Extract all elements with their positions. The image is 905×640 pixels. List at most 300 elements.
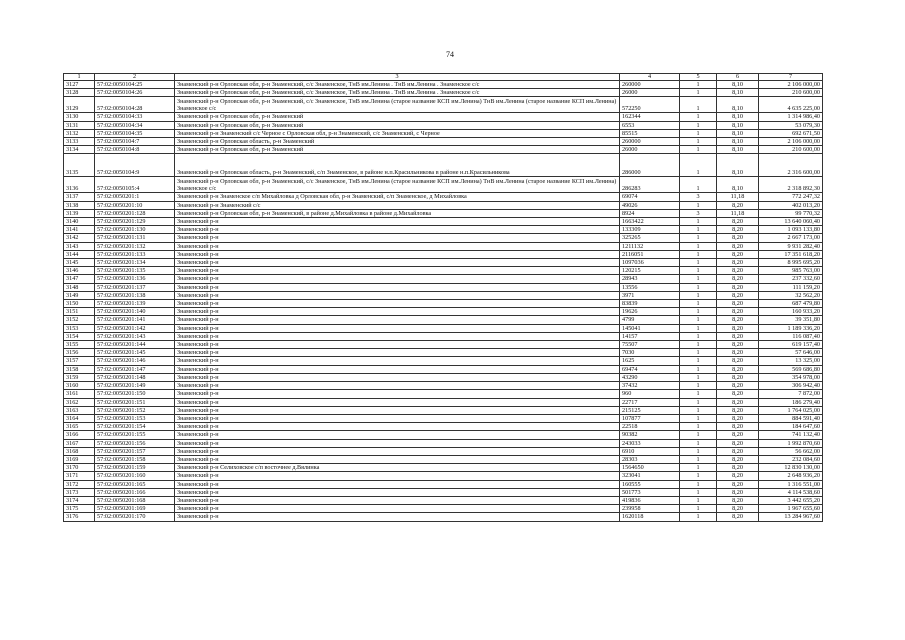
header-cell-2: 2 bbox=[95, 74, 175, 81]
table-row bbox=[64, 234, 823, 242]
area-cell: 22717 bbox=[620, 398, 680, 406]
rate-cell: 8,20 bbox=[717, 455, 759, 463]
cadastral-value-cell: 884 591,40 bbox=[759, 414, 823, 422]
row-number-cell: 3148 bbox=[64, 283, 95, 291]
location-cell: Знаменский р-н bbox=[175, 234, 620, 242]
area-cell: 43290 bbox=[620, 373, 680, 381]
area-cell: 6910 bbox=[620, 447, 680, 455]
area-cell: 120215 bbox=[620, 267, 680, 275]
row-number-cell: 3166 bbox=[64, 431, 95, 439]
group-cell: 1 bbox=[680, 513, 717, 521]
area-cell: 215125 bbox=[620, 406, 680, 414]
row-number-cell: 3144 bbox=[64, 250, 95, 258]
cadastral-number-cell: 57:02:0050201:154 bbox=[95, 423, 175, 431]
table-row bbox=[64, 218, 823, 226]
location-cell: Знаменский р-н Орловская обл, р-н Знаменский, в районе д.Михайловка в районе д.Михайловка bbox=[175, 209, 620, 217]
row-number-cell: 3158 bbox=[64, 365, 95, 373]
table-row bbox=[64, 439, 823, 447]
cadastral-value-cell: 1 992 870,60 bbox=[759, 439, 823, 447]
cadastral-value-cell: 111 159,20 bbox=[759, 283, 823, 291]
cadastral-number-cell: 57:02:0050201:148 bbox=[95, 373, 175, 381]
group-cell: 1 bbox=[680, 505, 717, 513]
location-cell: Знаменский р-н bbox=[175, 431, 620, 439]
location-cell: Знаменский р-н bbox=[175, 291, 620, 299]
location-cell: Знаменский р-н bbox=[175, 324, 620, 332]
location-cell: Знаменский р-н bbox=[175, 275, 620, 283]
cadastral-number-cell: 57:02:0050201:137 bbox=[95, 283, 175, 291]
area-cell: 69074 bbox=[620, 193, 680, 201]
rate-cell: 8,20 bbox=[717, 365, 759, 373]
cadastral-number-cell: 57:02:0050201:142 bbox=[95, 324, 175, 332]
area-cell: 28943 bbox=[620, 275, 680, 283]
cadastral-value-cell: 116 087,40 bbox=[759, 332, 823, 340]
group-cell: 1 bbox=[680, 324, 717, 332]
row-number-cell: 3138 bbox=[64, 201, 95, 209]
cadastral-value-cell: 160 933,20 bbox=[759, 308, 823, 316]
cadastral-value-cell: 13 325,00 bbox=[759, 357, 823, 365]
cadastral-value-cell: 2 106 000,00 bbox=[759, 81, 823, 89]
table-row bbox=[64, 113, 823, 121]
rate-cell: 8,10 bbox=[717, 129, 759, 137]
group-cell: 1 bbox=[680, 341, 717, 349]
table-row bbox=[64, 259, 823, 267]
cadastral-number-cell: 57:02:0050201:131 bbox=[95, 234, 175, 242]
group-cell: 1 bbox=[680, 121, 717, 129]
location-cell: Знаменский р-н Орловская обл, р-н Знаменский bbox=[175, 113, 620, 121]
area-cell: 13556 bbox=[620, 283, 680, 291]
rate-cell: 8,10 bbox=[717, 177, 759, 193]
row-number-cell: 3141 bbox=[64, 226, 95, 234]
location-cell: Знаменский р-н bbox=[175, 373, 620, 381]
cadastral-number-cell: 57:02:0050201:130 bbox=[95, 226, 175, 234]
cadastral-value-cell: 2 667 173,00 bbox=[759, 234, 823, 242]
rate-cell: 8,20 bbox=[717, 505, 759, 513]
table-row bbox=[64, 154, 823, 177]
cadastral-number-cell: 57:02:0050104:8 bbox=[95, 146, 175, 154]
table-row bbox=[64, 324, 823, 332]
area-cell: 26000 bbox=[620, 89, 680, 97]
area-cell: 1097036 bbox=[620, 259, 680, 267]
location-cell: Знаменский р-н bbox=[175, 226, 620, 234]
rate-cell: 8,20 bbox=[717, 488, 759, 496]
cadastral-value-cell: 13 284 967,60 bbox=[759, 513, 823, 521]
location-cell: Знаменский р-н bbox=[175, 300, 620, 308]
table-row bbox=[64, 357, 823, 365]
group-cell: 1 bbox=[680, 177, 717, 193]
group-cell: 1 bbox=[680, 480, 717, 488]
table-row bbox=[64, 209, 823, 217]
area-cell: 133309 bbox=[620, 226, 680, 234]
cadastral-number-cell: 57:02:0050201:160 bbox=[95, 472, 175, 480]
group-cell: 1 bbox=[680, 97, 717, 113]
row-number-cell: 3151 bbox=[64, 308, 95, 316]
rate-cell: 8,20 bbox=[717, 308, 759, 316]
table-row bbox=[64, 267, 823, 275]
table-row bbox=[64, 365, 823, 373]
cadastral-value-cell: 2 318 892,30 bbox=[759, 177, 823, 193]
rate-cell: 8,20 bbox=[717, 472, 759, 480]
group-cell: 1 bbox=[680, 414, 717, 422]
rate-cell: 8,20 bbox=[717, 431, 759, 439]
area-cell: 572250 bbox=[620, 97, 680, 113]
location-cell: Знаменский р-н Знаменское с/п Михайловка д Орловская обл, р-н Знаменский, с/п Знаменское, д Михайловка bbox=[175, 193, 620, 201]
row-number-cell: 3128 bbox=[64, 89, 95, 97]
cadastral-value-cell: 184 647,60 bbox=[759, 423, 823, 431]
area-cell: 260000 bbox=[620, 81, 680, 89]
group-cell: 3 bbox=[680, 209, 717, 217]
location-cell: Знаменский р-н Селиховское с/п восточнее д.Вялинка bbox=[175, 464, 620, 472]
location-cell: Знаменский р-н Знаменский с/с Черное с Орловская обл, р-н Знаменский, с/с Знаменский, с Черное bbox=[175, 129, 620, 137]
rate-cell: 8,20 bbox=[717, 242, 759, 250]
area-cell: 75507 bbox=[620, 341, 680, 349]
rate-cell: 8,10 bbox=[717, 97, 759, 113]
table-row bbox=[64, 447, 823, 455]
cadastral-number-cell: 57:02:0050201:166 bbox=[95, 488, 175, 496]
row-number-cell: 3160 bbox=[64, 382, 95, 390]
location-cell: Знаменский р-н bbox=[175, 218, 620, 226]
table-row bbox=[64, 373, 823, 381]
group-cell: 1 bbox=[680, 332, 717, 340]
table-row bbox=[64, 390, 823, 398]
cadastral-number-cell: 57:02:0050201:170 bbox=[95, 513, 175, 521]
cadastral-value-cell: 306 942,40 bbox=[759, 382, 823, 390]
cadastral-number-cell: 57:02:0050201:159 bbox=[95, 464, 175, 472]
rate-cell: 8,20 bbox=[717, 259, 759, 267]
group-cell: 1 bbox=[680, 113, 717, 121]
cadastral-value-cell: 53 079,30 bbox=[759, 121, 823, 129]
group-cell: 1 bbox=[680, 154, 717, 177]
location-cell: Знаменский р-н Орловская обл, р-н Знаменский bbox=[175, 146, 620, 154]
table-row bbox=[64, 505, 823, 513]
area-cell: 22518 bbox=[620, 423, 680, 431]
row-number-cell: 3169 bbox=[64, 455, 95, 463]
group-cell: 1 bbox=[680, 250, 717, 258]
location-cell: Знаменский р-н Орловская обл, р-н Знаменский bbox=[175, 121, 620, 129]
cadastral-number-cell: 57:02:0050201:153 bbox=[95, 414, 175, 422]
header-cell-4: 4 bbox=[620, 74, 680, 81]
cadastral-number-cell: 57:02:0050104:25 bbox=[95, 81, 175, 89]
row-number-cell: 3140 bbox=[64, 218, 95, 226]
cadastral-number-cell: 57:02:0050104:33 bbox=[95, 113, 175, 121]
rate-cell: 8,20 bbox=[717, 218, 759, 226]
rate-cell: 8,20 bbox=[717, 291, 759, 299]
location-cell: Знаменский р-н bbox=[175, 365, 620, 373]
location-cell: Знаменский р-н Орловская область, р-н Знаменский, с/п Знаменское, в районе н.п.Красильникова в районе н.п.Красильникова bbox=[175, 154, 620, 177]
cadastral-value-cell: 2 106 000,00 bbox=[759, 138, 823, 146]
row-number-cell: 3133 bbox=[64, 138, 95, 146]
row-number-cell: 3152 bbox=[64, 316, 95, 324]
cadastral-number-cell: 57:02:0050201:150 bbox=[95, 390, 175, 398]
location-cell: Знаменский р-н bbox=[175, 341, 620, 349]
cadastral-value-cell: 1 314 986,40 bbox=[759, 113, 823, 121]
group-cell: 1 bbox=[680, 218, 717, 226]
cadastral-value-cell: 210 600,00 bbox=[759, 89, 823, 97]
rate-cell: 8,10 bbox=[717, 146, 759, 154]
registry-table bbox=[63, 73, 823, 522]
row-number-cell: 3134 bbox=[64, 146, 95, 154]
cadastral-value-cell: 2 316 600,00 bbox=[759, 154, 823, 177]
location-cell: Знаменский р-н bbox=[175, 332, 620, 340]
table-row bbox=[64, 138, 823, 146]
group-cell: 1 bbox=[680, 373, 717, 381]
row-number-cell: 3170 bbox=[64, 464, 95, 472]
row-number-cell: 3156 bbox=[64, 349, 95, 357]
location-cell: Знаменский р-н bbox=[175, 496, 620, 504]
rate-cell: 8,20 bbox=[717, 496, 759, 504]
table-row bbox=[64, 414, 823, 422]
cadastral-value-cell: 39 351,80 bbox=[759, 316, 823, 324]
cadastral-value-cell: 354 978,00 bbox=[759, 373, 823, 381]
cadastral-number-cell: 57:02:0050104:26 bbox=[95, 89, 175, 97]
location-cell: Знаменский р-н Орловская обл, р-н Знаменский, с/с Знаменское, ТнВ им.Ленина (старое название КСП им.Ленина) ТнВ им.Ленина (старое название КСП им.Ленина) Знаменское с/с bbox=[175, 97, 620, 113]
area-cell: 8924 bbox=[620, 209, 680, 217]
location-cell: Знаменский р-н Орловская область, р-н Знаменский bbox=[175, 138, 620, 146]
location-cell: Знаменский р-н bbox=[175, 480, 620, 488]
rate-cell: 8,20 bbox=[717, 357, 759, 365]
cadastral-number-cell: 57:02:0050201:152 bbox=[95, 406, 175, 414]
cadastral-number-cell: 57:02:0050104:35 bbox=[95, 129, 175, 137]
group-cell: 1 bbox=[680, 349, 717, 357]
cadastral-value-cell: 4 635 225,00 bbox=[759, 97, 823, 113]
cadastral-number-cell: 57:02:0050201:165 bbox=[95, 480, 175, 488]
location-cell: Знаменский р-н bbox=[175, 357, 620, 365]
group-cell: 1 bbox=[680, 201, 717, 209]
cadastral-value-cell: 186 279,40 bbox=[759, 398, 823, 406]
rate-cell: 8,20 bbox=[717, 398, 759, 406]
table-row bbox=[64, 308, 823, 316]
location-cell: Знаменский р-н bbox=[175, 505, 620, 513]
cadastral-value-cell: 7 872,00 bbox=[759, 390, 823, 398]
cadastral-value-cell: 692 671,50 bbox=[759, 129, 823, 137]
header-cell-6: 6 bbox=[717, 74, 759, 81]
row-number-cell: 3149 bbox=[64, 291, 95, 299]
area-cell: 7030 bbox=[620, 349, 680, 357]
location-cell: Знаменский р-н bbox=[175, 488, 620, 496]
row-number-cell: 3130 bbox=[64, 113, 95, 121]
group-cell: 1 bbox=[680, 234, 717, 242]
rate-cell: 11,18 bbox=[717, 209, 759, 217]
area-cell: 19626 bbox=[620, 308, 680, 316]
cadastral-value-cell: 9 931 282,40 bbox=[759, 242, 823, 250]
area-cell: 1211132 bbox=[620, 242, 680, 250]
group-cell: 1 bbox=[680, 129, 717, 137]
group-cell: 1 bbox=[680, 382, 717, 390]
group-cell: 1 bbox=[680, 291, 717, 299]
area-cell: 960 bbox=[620, 390, 680, 398]
table-row bbox=[64, 316, 823, 324]
rate-cell: 8,10 bbox=[717, 138, 759, 146]
row-number-cell: 3129 bbox=[64, 97, 95, 113]
cadastral-number-cell: 57:02:0050201:158 bbox=[95, 455, 175, 463]
cadastral-number-cell: 57:02:0050201:156 bbox=[95, 439, 175, 447]
cadastral-value-cell: 232 084,60 bbox=[759, 455, 823, 463]
cadastral-number-cell: 57:02:0050201:146 bbox=[95, 357, 175, 365]
area-cell: 260000 bbox=[620, 138, 680, 146]
cadastral-number-cell: 57:02:0050201:140 bbox=[95, 308, 175, 316]
rate-cell: 8,20 bbox=[717, 250, 759, 258]
rate-cell: 8,20 bbox=[717, 324, 759, 332]
group-cell: 1 bbox=[680, 283, 717, 291]
rate-cell: 11,18 bbox=[717, 193, 759, 201]
row-number-cell: 3127 bbox=[64, 81, 95, 89]
table-row bbox=[64, 472, 823, 480]
row-number-cell: 3161 bbox=[64, 390, 95, 398]
cadastral-number-cell: 57:02:0050201:149 bbox=[95, 382, 175, 390]
group-cell: 1 bbox=[680, 357, 717, 365]
cadastral-number-cell: 57:02:0050201:155 bbox=[95, 431, 175, 439]
area-cell: 4799 bbox=[620, 316, 680, 324]
cadastral-number-cell: 57:02:0050104:9 bbox=[95, 154, 175, 177]
table-row bbox=[64, 349, 823, 357]
group-cell: 3 bbox=[680, 193, 717, 201]
table-row bbox=[64, 455, 823, 463]
row-number-cell: 3150 bbox=[64, 300, 95, 308]
area-cell: 26000 bbox=[620, 146, 680, 154]
header-cell-5: 5 bbox=[680, 74, 717, 81]
table-row bbox=[64, 300, 823, 308]
header-cell-1: 1 bbox=[64, 74, 95, 81]
header-cell-7: 7 bbox=[759, 74, 823, 81]
rate-cell: 8,20 bbox=[717, 382, 759, 390]
rate-cell: 8,20 bbox=[717, 226, 759, 234]
table-row bbox=[64, 177, 823, 193]
row-number-cell: 3168 bbox=[64, 447, 95, 455]
rate-cell: 8,20 bbox=[717, 423, 759, 431]
table-row bbox=[64, 97, 823, 113]
cadastral-number-cell: 57:02:0050201:128 bbox=[95, 209, 175, 217]
group-cell: 1 bbox=[680, 81, 717, 89]
header-row bbox=[64, 74, 823, 81]
table-row bbox=[64, 464, 823, 472]
row-number-cell: 3137 bbox=[64, 193, 95, 201]
row-number-cell: 3147 bbox=[64, 275, 95, 283]
row-number-cell: 3142 bbox=[64, 234, 95, 242]
cadastral-value-cell: 1 764 025,00 bbox=[759, 406, 823, 414]
location-cell: Знаменский р-н bbox=[175, 439, 620, 447]
rate-cell: 8,20 bbox=[717, 390, 759, 398]
area-cell: 501773 bbox=[620, 488, 680, 496]
table-row bbox=[64, 121, 823, 129]
group-cell: 1 bbox=[680, 138, 717, 146]
cadastral-value-cell: 12 830 130,00 bbox=[759, 464, 823, 472]
area-cell: 160555 bbox=[620, 480, 680, 488]
cadastral-number-cell: 57:02:0050201:132 bbox=[95, 242, 175, 250]
cadastral-number-cell: 57:02:0050201:1 bbox=[95, 193, 175, 201]
cadastral-number-cell: 57:02:0050201:10 bbox=[95, 201, 175, 209]
row-number-cell: 3139 bbox=[64, 209, 95, 217]
area-cell: 1663422 bbox=[620, 218, 680, 226]
table-row bbox=[64, 193, 823, 201]
table-row bbox=[64, 89, 823, 97]
location-cell: Знаменский р-н bbox=[175, 250, 620, 258]
group-cell: 1 bbox=[680, 267, 717, 275]
table-row bbox=[64, 480, 823, 488]
cadastral-value-cell: 985 763,00 bbox=[759, 267, 823, 275]
rate-cell: 8,20 bbox=[717, 201, 759, 209]
group-cell: 1 bbox=[680, 226, 717, 234]
group-cell: 1 bbox=[680, 496, 717, 504]
row-number-cell: 3159 bbox=[64, 373, 95, 381]
area-cell: 286000 bbox=[620, 154, 680, 177]
group-cell: 1 bbox=[680, 431, 717, 439]
group-cell: 1 bbox=[680, 464, 717, 472]
registry-body bbox=[64, 74, 823, 522]
cadastral-number-cell: 57:02:0050201:135 bbox=[95, 267, 175, 275]
row-number-cell: 3145 bbox=[64, 259, 95, 267]
row-number-cell: 3173 bbox=[64, 488, 95, 496]
cadastral-number-cell: 57:02:0050201:169 bbox=[95, 505, 175, 513]
table-row bbox=[64, 201, 823, 209]
cadastral-number-cell: 57:02:0050105:4 bbox=[95, 177, 175, 193]
area-cell: 239958 bbox=[620, 505, 680, 513]
table-row bbox=[64, 129, 823, 137]
rate-cell: 8,20 bbox=[717, 513, 759, 521]
row-number-cell: 3135 bbox=[64, 154, 95, 177]
cadastral-number-cell: 57:02:0050201:144 bbox=[95, 341, 175, 349]
group-cell: 1 bbox=[680, 89, 717, 97]
table-row bbox=[64, 332, 823, 340]
table-row bbox=[64, 488, 823, 496]
group-cell: 1 bbox=[680, 316, 717, 324]
location-cell: Знаменский р-н bbox=[175, 472, 620, 480]
location-cell: Знаменский р-н bbox=[175, 382, 620, 390]
group-cell: 1 bbox=[680, 275, 717, 283]
row-number-cell: 3155 bbox=[64, 341, 95, 349]
location-cell: Знаменский р-н bbox=[175, 283, 620, 291]
rate-cell: 8,20 bbox=[717, 234, 759, 242]
location-cell: Знаменский р-н Орловская обл, р-н Знаменский, с/с Знаменское, ТнВ им.Ленина . ТнВ им.Ленина . Знаменское с/с bbox=[175, 89, 620, 97]
location-cell: Знаменский р-н bbox=[175, 267, 620, 275]
row-number-cell: 3172 bbox=[64, 480, 95, 488]
row-number-cell: 3143 bbox=[64, 242, 95, 250]
rate-cell: 8,20 bbox=[717, 439, 759, 447]
rate-cell: 8,10 bbox=[717, 121, 759, 129]
location-cell: Знаменский р-н Знаменский с/с bbox=[175, 201, 620, 209]
row-number-cell: 3157 bbox=[64, 357, 95, 365]
location-cell: Знаменский р-н bbox=[175, 406, 620, 414]
row-number-cell: 3162 bbox=[64, 398, 95, 406]
table-row bbox=[64, 283, 823, 291]
rate-cell: 8,20 bbox=[717, 316, 759, 324]
area-cell: 37432 bbox=[620, 382, 680, 390]
location-cell: Знаменский р-н Орловская обл, р-н Знаменский, с/с Знаменское, ТнВ им.Ленина . ТнВ им.Ленина . Знаменское с/с bbox=[175, 81, 620, 89]
rate-cell: 8,20 bbox=[717, 300, 759, 308]
row-number-cell: 3176 bbox=[64, 513, 95, 521]
location-cell: Знаменский р-н bbox=[175, 513, 620, 521]
location-cell: Знаменский р-н bbox=[175, 414, 620, 422]
cadastral-value-cell: 4 114 538,60 bbox=[759, 488, 823, 496]
rate-cell: 8,20 bbox=[717, 480, 759, 488]
location-cell: Знаменский р-н Орловская обл, р-н Знаменский, с/с Знаменское, ТнВ им.Ленина (старое название КСП им.Ленина) ТнВ им.Ленина (старое название КСП им.Ленина) Знаменское с/с bbox=[175, 177, 620, 193]
cadastral-number-cell: 57:02:0050201:134 bbox=[95, 259, 175, 267]
rate-cell: 8,20 bbox=[717, 406, 759, 414]
cadastral-number-cell: 57:02:0050104:7 bbox=[95, 138, 175, 146]
cadastral-value-cell: 8 995 695,20 bbox=[759, 259, 823, 267]
area-cell: 1564650 bbox=[620, 464, 680, 472]
cadastral-value-cell: 3 442 655,20 bbox=[759, 496, 823, 504]
row-number-cell: 3132 bbox=[64, 129, 95, 137]
cadastral-value-cell: 237 332,60 bbox=[759, 275, 823, 283]
rate-cell: 8,20 bbox=[717, 447, 759, 455]
area-cell: 6553 bbox=[620, 121, 680, 129]
group-cell: 1 bbox=[680, 439, 717, 447]
cadastral-value-cell: 99 770,32 bbox=[759, 209, 823, 217]
cadastral-value-cell: 1 093 133,80 bbox=[759, 226, 823, 234]
area-cell: 162344 bbox=[620, 113, 680, 121]
location-cell: Знаменский р-н bbox=[175, 316, 620, 324]
cadastral-number-cell: 57:02:0050201:168 bbox=[95, 496, 175, 504]
row-number-cell: 3163 bbox=[64, 406, 95, 414]
